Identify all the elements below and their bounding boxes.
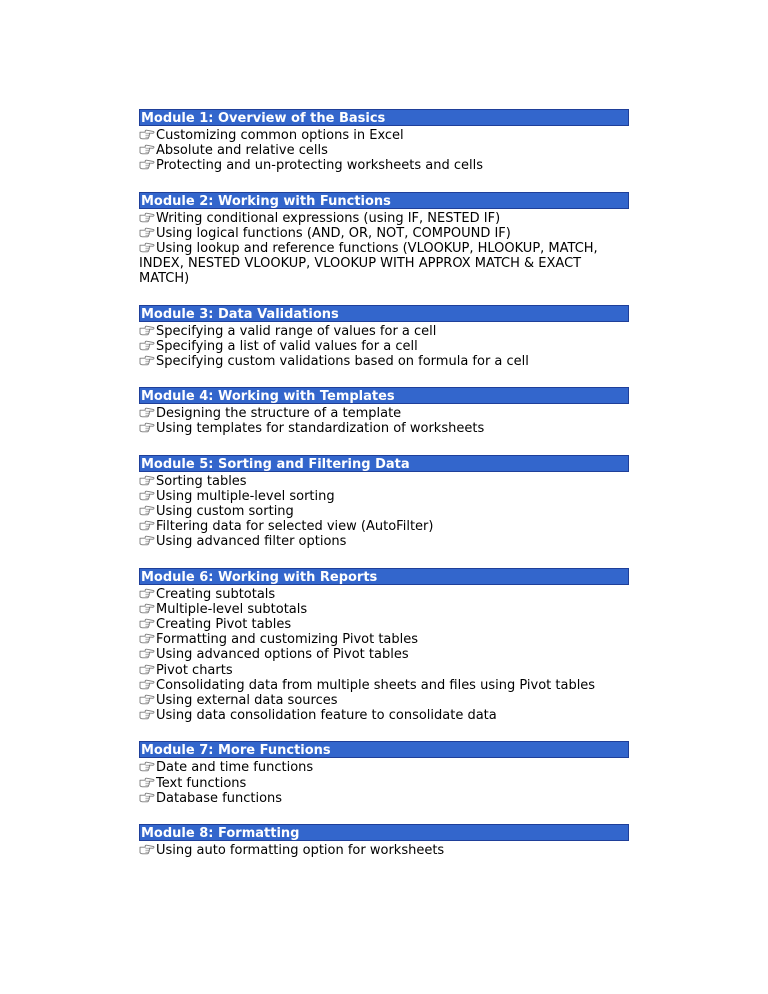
list-item-text: Using multiple-level sorting	[156, 488, 335, 504]
list-item-text: Pivot charts	[156, 662, 233, 678]
pointing-hand-icon	[139, 339, 155, 351]
pointing-hand-icon	[139, 760, 155, 772]
pointing-hand-icon	[139, 587, 155, 599]
pointing-hand-icon	[139, 489, 155, 501]
list-item-text: Customizing common options in Excel	[156, 128, 404, 143]
list-item-text: Specifying a valid range of values for a cell	[156, 323, 437, 339]
list-item	[139, 158, 629, 173]
list-item	[139, 128, 629, 143]
list-item	[139, 678, 629, 693]
list-item-text: Using data consolidation feature to consolidate data	[156, 708, 497, 724]
pointing-hand-icon	[139, 519, 155, 531]
pointing-hand-icon	[139, 663, 155, 675]
module-item-list	[139, 128, 629, 174]
list-item	[139, 647, 629, 662]
list-item	[139, 211, 629, 226]
list-item-text: Creating Pivot tables	[156, 617, 292, 633]
list-item-text: Database functions	[156, 790, 283, 806]
module-section	[139, 109, 629, 174]
list-item	[139, 226, 629, 241]
pointing-hand-icon	[139, 421, 155, 433]
list-item	[139, 587, 629, 602]
list-item	[139, 708, 629, 723]
pointing-hand-icon	[139, 632, 155, 644]
module-section	[139, 824, 629, 858]
module-section	[139, 455, 629, 550]
list-item-text: Multiple-level subtotals	[156, 601, 308, 617]
module-section	[139, 387, 629, 436]
list-item-text: Formatting and customizing Pivot tables	[156, 632, 419, 648]
list-item	[139, 324, 629, 339]
module-item-list	[139, 324, 629, 370]
pointing-hand-icon	[139, 143, 155, 155]
list-item	[139, 760, 629, 775]
pointing-hand-icon	[139, 693, 155, 705]
pointing-hand-icon	[139, 158, 155, 170]
list-item-text: Consolidating data from multiple sheets and files using Pivot tables	[156, 677, 596, 693]
pointing-hand-icon	[139, 534, 155, 546]
module-section	[139, 305, 629, 370]
module-section	[139, 192, 629, 287]
list-item-text: Specifying custom validations based on formula for a cell	[156, 354, 529, 370]
list-item	[139, 339, 629, 354]
module-item-list	[139, 587, 629, 724]
pointing-hand-icon	[139, 791, 155, 803]
module-item-list	[139, 211, 629, 287]
list-item	[139, 354, 629, 369]
list-item-text: Sorting tables	[156, 473, 247, 489]
pointing-hand-icon	[139, 617, 155, 629]
pointing-hand-icon	[139, 647, 155, 659]
list-item	[139, 776, 629, 791]
pointing-hand-icon	[139, 211, 155, 223]
module-title: Module 3: Data Validations	[139, 305, 629, 322]
pointing-hand-icon	[139, 708, 155, 720]
pointing-hand-icon	[139, 474, 155, 486]
pointing-hand-icon	[139, 504, 155, 516]
course-outline	[139, 109, 629, 876]
module-title: Module 6: Working with Reports	[139, 568, 629, 585]
pointing-hand-icon	[139, 776, 155, 788]
pointing-hand-icon	[139, 324, 155, 336]
pointing-hand-icon	[139, 843, 155, 855]
list-item-text: Using templates for standardization of worksheets	[156, 421, 485, 437]
module-item-list	[139, 843, 629, 858]
list-item	[139, 602, 629, 617]
list-item-text: Using advanced filter options	[156, 534, 347, 550]
list-item	[139, 632, 629, 647]
module-item-list	[139, 474, 629, 550]
pointing-hand-icon	[139, 226, 155, 238]
list-item	[139, 534, 629, 549]
list-item	[139, 519, 629, 534]
module-section	[139, 741, 629, 806]
module-title: Module 1: Overview of the Basics	[139, 109, 629, 126]
list-item-text: Filtering data for selected view (AutoFilter)	[156, 519, 434, 535]
list-item	[139, 143, 629, 158]
list-item-text: Using auto formatting option for worksheets	[156, 843, 445, 859]
pointing-hand-icon	[139, 678, 155, 690]
list-item-text: Date and time functions	[156, 760, 314, 776]
list-item-text: Using logical functions (AND, OR, NOT, COMPOUND IF)	[156, 225, 511, 241]
list-item	[139, 241, 629, 287]
module-item-list	[139, 406, 629, 436]
list-item-text: Designing the structure of a template	[156, 406, 402, 422]
list-item	[139, 406, 629, 421]
list-item	[139, 421, 629, 436]
module-title: Module 2: Working with Functions	[139, 192, 629, 209]
list-item-text: Text functions	[156, 775, 247, 791]
pointing-hand-icon	[139, 406, 155, 418]
module-section	[139, 568, 629, 724]
module-title: Module 7: More Functions	[139, 741, 629, 758]
list-item-text: Creating subtotals	[156, 586, 276, 602]
list-item-text: Using advanced options of Pivot tables	[156, 647, 409, 663]
module-title: Module 8: Formatting	[139, 824, 629, 841]
list-item-text: Specifying a list of valid values for a cell	[156, 338, 418, 354]
module-title: Module 4: Working with Templates	[139, 387, 629, 404]
pointing-hand-icon	[139, 128, 155, 140]
module-item-list	[139, 760, 629, 806]
pointing-hand-icon	[139, 602, 155, 614]
list-item	[139, 504, 629, 519]
list-item-text: Absolute and relative cells	[156, 143, 328, 159]
list-item	[139, 489, 629, 504]
list-item	[139, 617, 629, 632]
list-item-text: Using external data sources	[156, 693, 338, 709]
list-item-text: Using lookup and reference functions (VLOOKUP, HLOOKUP, MATCH, INDEX, NESTED VLOOKUP, VLOOKUP WITH APPROX MATCH & EXACT MATCH)	[139, 241, 598, 287]
list-item-text: Writing conditional expressions (using IF, NESTED IF)	[156, 210, 501, 226]
list-item	[139, 843, 629, 858]
list-item	[139, 474, 629, 489]
list-item	[139, 663, 629, 678]
list-item	[139, 791, 629, 806]
module-title: Module 5: Sorting and Filtering Data	[139, 455, 629, 472]
pointing-hand-icon	[139, 354, 155, 366]
pointing-hand-icon	[139, 241, 155, 253]
list-item	[139, 693, 629, 708]
list-item-text: Protecting and un-protecting worksheets and cells	[156, 158, 483, 174]
list-item-text: Using custom sorting	[156, 504, 294, 520]
